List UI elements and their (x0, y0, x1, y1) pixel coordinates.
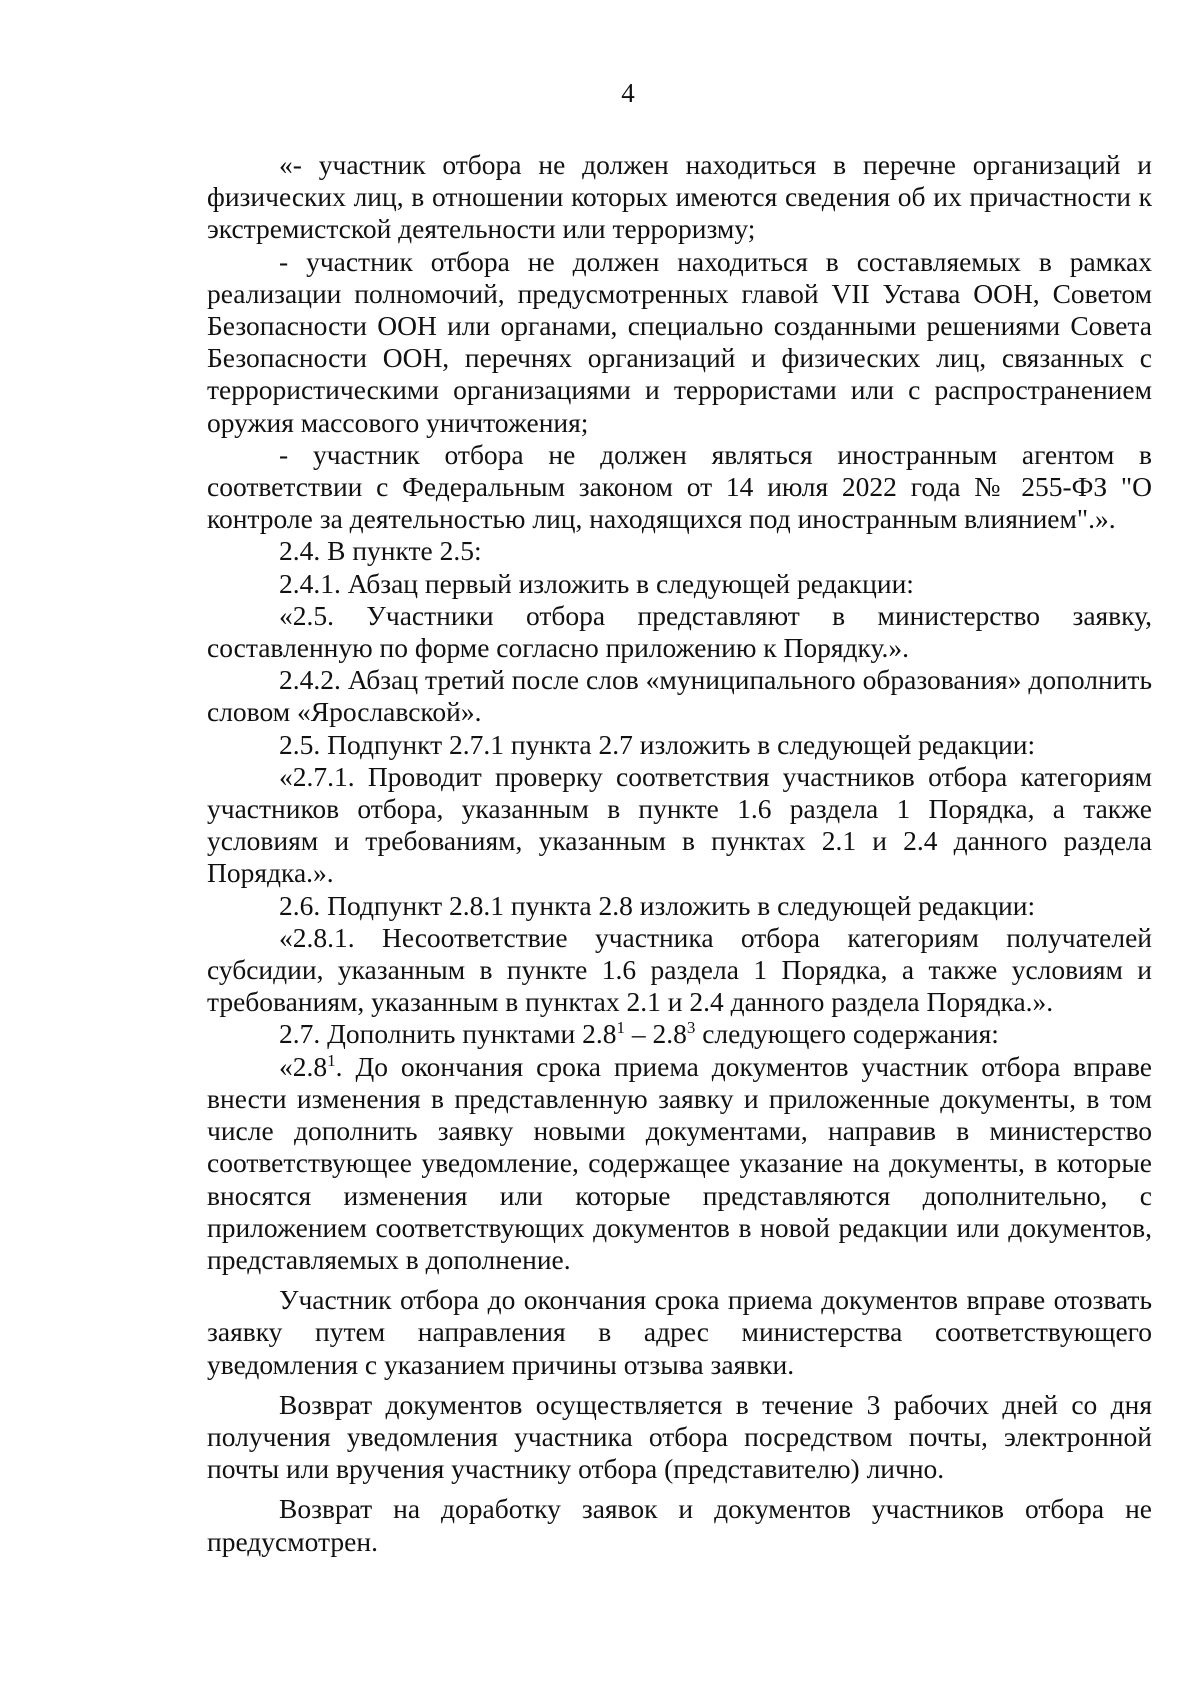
page-number: 4 (621, 78, 635, 108)
paragraph-2-4: 2.4. В пункте 2.5: (279, 535, 482, 567)
superscript-1: 1 (327, 1050, 336, 1070)
paragraph-2-8-1-quote: «2.8.1. Несоответствие участника отбора категориям получателей субсидии, указанным в пункте 1.6 раздела 1 Порядка, а также условиям и требованиям, указанным в пунктах 2.1 и 2.4 данного раздела Порядка.». (207, 921, 1152, 1018)
paragraph-2-7-prefix: 2.7. Дополнить пунктами 2.8 (279, 1018, 617, 1050)
paragraph-2-6: 2.6. Подпункт 2.8.1 пункта 2.8 изложить в следующей редакции: (279, 889, 1036, 921)
paragraph-2-8-1-text: . До окончания срока приема документов участник отбора вправе внести изменения в представленную заявку и приложенные документы, в том числе дополнить заявку новыми документами, направив в министерство соответствующее уведомление, содержащее указание на документы, в которые вносятся изменения или которые представляются дополнительно, с приложением соответствующих документов в новой редакции или документов, представляемых в дополнение. (207, 1050, 1152, 1275)
paragraph-return-documents: Возврат документов осуществляется в течение 3 рабочих дней со дня получения уведомления участника отбора посредством почты, электронной почты или вручения участнику отбора (представителю) лично. (207, 1388, 1152, 1485)
paragraph-2-4-2: 2.4.2. Абзац третий после слов «муниципального образования» дополнить словом «Ярославской». (207, 664, 1152, 728)
paragraph-2-7-suffix: следующего содержания: (695, 1018, 999, 1050)
paragraph-2-8-1-new (207, 1051, 1152, 1276)
paragraph-withdraw-application: Участник отбора до окончания срока приема документов вправе отозвать заявку путем направления в адрес министерства соответствующего уведомления с указанием причины отзыва заявки. (207, 1284, 1152, 1380)
document-body (207, 149, 1152, 1558)
paragraph-extremism-list: «- участник отбора не должен находиться в перечне организаций и физических лиц, в отношении которых имеются сведения об их причастности к экстремистской деятельности или терроризму; (207, 149, 1152, 245)
superscript-1: 1 (616, 1018, 625, 1038)
paragraph-2-5: 2.5. Подпункт 2.7.1 пункта 2.7 изложить в следующей редакции: (279, 728, 1036, 760)
paragraph-2-5-quote: «2.5. Участники отбора представляют в министерство заявку, составленную по форме согласно приложению к Порядку.». (207, 599, 1152, 664)
superscript-3: 3 (686, 1018, 696, 1038)
paragraph-no-revision: Возврат на доработку заявок и документов участников отбора не предусмотрен. (207, 1493, 1152, 1557)
paragraph-2-7-1-quote: «2.7.1. Проводит проверку соответствия участников отбора категориям участников отбора, указанным в пункте 1.6 раздела 1 Порядка, а также условиям и требованиям, указанным в пунктах 2.1 и 2.4 данного раздела Порядка.». (207, 760, 1152, 889)
paragraph-un-security-council-list: - участник отбора не должен находиться в составляемых в рамках реализации полномочий, предусмотренных главой VII Устава ООН, Советом Безопасности ООН или органами, специально созданными решениями Совета Безопасности ООН, перечнях организаций и физических лиц, связанных с террористическими организациями и террористами или с распространением оружия массового уничтожения; (207, 245, 1152, 438)
paragraph-2-7-dash: – 2.8 (624, 1018, 687, 1050)
paragraph-2-4-1: 2.4.1. Абзац первый изложить в следующей редакции: (279, 567, 914, 599)
paragraph-2-7 (207, 1018, 1152, 1050)
paragraph-2-8-1-prefix: «2.8 (279, 1050, 328, 1082)
paragraph-foreign-agent: - участник отбора не должен являться иностранным агентом в соответствии с Федеральным законом от 14 июля 2022 года № 255-ФЗ "О контроле за деятельностью лиц, находящихся под иностранным влиянием".». (207, 438, 1152, 535)
